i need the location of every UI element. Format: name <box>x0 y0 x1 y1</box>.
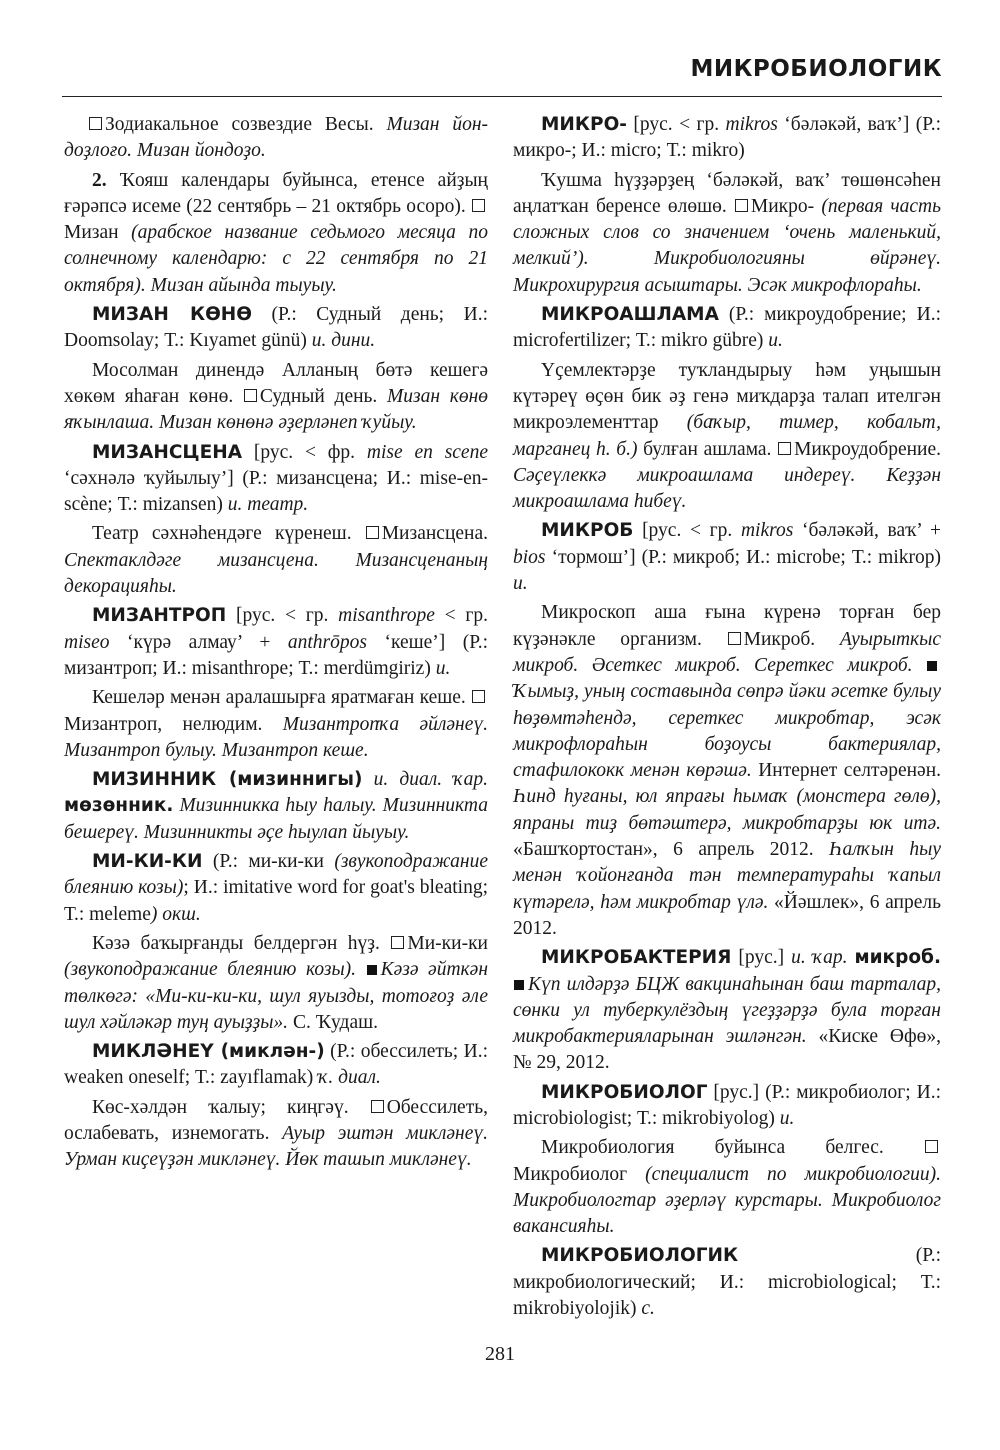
italic-text: Күп илдәрҙә БЦЖ вакцинаһынан баш тарталар, сөнки ул туберкулёздың үгеҙҙәрҙә була торған микробактерияларынан эшләнгән. <box>513 973 941 1048</box>
entry-mizantrop-example <box>64 685 488 764</box>
entry-mikroashlama-head <box>513 302 941 355</box>
headword: МИЗАНСЦЕНА <box>92 441 243 463</box>
text-run: булған ашлама. <box>637 438 778 460</box>
italic-text: Мизан көнө яҡынлаша. Мизан көнөнә әҙерләнеп ҡуйыу. <box>64 385 489 434</box>
translation-marker-icon <box>371 1100 384 1113</box>
italic-text: mise en scene <box>366 441 488 463</box>
text-run: [рус.] (Р.: микробиолог; И.: microbiologist; Т.: mikrobiyolog) <box>513 1081 941 1129</box>
headword: микроб. <box>854 947 941 969</box>
italic-text: (специалист по микробиологии). Микробиологтар әҙерләү курстары. Микробиолог вакансияһы. <box>513 1163 941 1238</box>
text-run: Зодиакальное созвездие Весы. <box>105 114 387 135</box>
entry-mikrobiologik-head <box>513 1243 941 1322</box>
entry-mikrobakteriya <box>513 945 941 1076</box>
italic-text: Мизан йон-доҙлоғо. Мизан йондоҙо. <box>64 114 488 162</box>
entry-mikrob-example <box>513 600 941 942</box>
italic-text: Сәҫеүлеккә микроашлама индереү. Кеҙҙән микроашлама һибеү. <box>513 464 941 513</box>
text-run: [рус. < фр. <box>242 441 367 463</box>
entry-mizan-continuation <box>64 112 488 165</box>
entry-mikiki-example <box>64 931 488 1036</box>
translation-marker-icon <box>925 1140 938 1153</box>
italic-text: (первая часть сложных слов со значением ‘очень маленький, мелкий’). Микробиологияны өйрәнеү. Микрохирургия асыштары. Эсәк микрофлораһы. <box>513 195 941 296</box>
text-run: ‘тормош’] (Р.: микроб; И.: microbe; Т.: mikrop) <box>545 546 941 568</box>
italic-text: Мизинникка һыу һалыу. Мизинникта бешереү. Мизинникты әҫе һыулап йыуыу. <box>64 795 488 843</box>
entry-miklaneu-example <box>64 1095 488 1174</box>
headword: МИЗИННИК (мизиннигы) <box>92 769 363 791</box>
text-run: Микроскоп аша ғына күренә торған бер күҙәнәкле организм. <box>513 602 941 650</box>
text-run: Ми-ки-ки <box>407 932 488 954</box>
translation-marker-icon <box>472 199 485 212</box>
text-run: [рус.] <box>731 947 792 969</box>
text-run <box>362 769 373 790</box>
text-run: Кешеләр менән аралашырға яратмаған кеше. <box>92 687 471 709</box>
headword: МИКРОБ <box>541 520 634 542</box>
translation-marker-icon <box>735 199 748 212</box>
text-run: [рус. < гр. <box>226 605 339 627</box>
italic-text: и. <box>513 573 528 595</box>
italic-text: и. <box>435 657 451 679</box>
translation-marker-icon <box>778 442 791 455</box>
text-run: ‘сәхнәлә ҡуйылыу’] (Р.: мизансцена; И.: mise-en-scène; Т.: mizansen) <box>64 467 488 516</box>
italic-text: (арабское название седьмого месяца по солнечному календарю: с 22 сентября по 21 октября). Мизан айында тыуыу. <box>64 222 488 296</box>
page-number: 281 <box>485 1343 515 1365</box>
text-run: «Киске Өфө», № 29, 2012. <box>513 1026 941 1074</box>
text-run: (Р.: микроудобрение; И.: microfertilizer; Т.: mikro gübre) <box>513 304 941 352</box>
italic-text: и. <box>779 1107 795 1129</box>
entry-mizanscena-head <box>64 440 488 519</box>
headword: МИКЛӘНЕҮ (миклән-) <box>92 1041 325 1063</box>
translation-marker-icon <box>366 526 379 539</box>
italic-text: Кәзә әйткән төлкөгә: «Ми-ки-ки-ки, шул яуызды, тотоғоҙ әле шул хәйләкәр туң ауыҙҙы». <box>64 959 488 1033</box>
italic-text: (баҡыр, тимер, кобальт, марганец һ. б.) <box>513 412 941 460</box>
left-column <box>64 112 488 1177</box>
text-run <box>913 655 927 676</box>
text-run: Мосолман динендә Алланың бөтә кешегә хөкөм яһаған көнө. <box>64 359 488 407</box>
italic-text: Ҡымыҙ, уның составында сөпрә йәки әсетке булыу һөҙөмтәһендә, сереткес микробтар, эсәк микрофлораһын боҙоусы бактериялар, стафилококк менән көрәшә. <box>513 681 941 782</box>
text-run: ‘бәләкәй, ваҡ’ + <box>793 520 941 542</box>
italic-text: bios <box>513 546 546 568</box>
italic-text: Һалҡын һыу менән ҡойонғанда тән температураһы ҡапыл күтәрелә, һәм микробтар үлә. <box>513 839 941 913</box>
italic-text: и. дини. <box>311 330 376 352</box>
example-marker-icon <box>514 980 524 990</box>
text-run: Судный день. <box>259 385 387 407</box>
entry-mikrobiolog-example <box>513 1135 941 1240</box>
italic-text: Һинд һуғаны, юл япрағы һымаҡ (монстера гөлө), япраны тиҙ бөтәштерә, микробтарҙы юк итә. <box>513 786 941 834</box>
text-run: Микробиолог <box>513 1163 646 1185</box>
headword: МИЗАН КӨНӨ <box>92 304 253 326</box>
text-run: (Р.: ми-ки-ки <box>202 851 335 873</box>
headword: МИКРО- <box>541 114 627 135</box>
entry-mizan-kone-head <box>64 302 488 355</box>
text-run: Үҫемлектәрҙе туҡландырыу һәм уңышын күтәреү өҫөн бик әҙ генә миҡдарҙа талап ителгән микроэлементтар <box>513 359 941 434</box>
running-head: МИКРОБИОЛОГИК <box>690 56 942 82</box>
italic-text: и. театр. <box>227 494 309 516</box>
italic-text: и. <box>768 330 783 352</box>
italic-text: Спектаклдәге мизансцена. Мизансценаның декорацияһы. <box>64 549 488 598</box>
text-run: Микроудобрение. <box>794 438 942 460</box>
text-run: [рус. < гр. <box>633 520 741 542</box>
entry-mizan-kone-example <box>64 358 488 437</box>
headword: МИ-КИ-КИ <box>92 851 203 873</box>
text-run: ; И.: imitative word for goat's bleating; Т.: meleme <box>64 877 488 925</box>
translation-marker-icon <box>472 690 485 703</box>
entry-mikrobiolog-head <box>513 1080 941 1133</box>
italic-text: (звукоподражание блеянию козы). <box>64 959 357 981</box>
header-rule <box>62 96 942 97</box>
headword: МИКРОБИОЛОГИК <box>541 1245 739 1267</box>
text-run: Театр сәхнәһендәге күренеш. <box>92 523 365 545</box>
translation-marker-icon <box>391 936 404 949</box>
text-run: < гр. <box>434 605 489 627</box>
text-run: ‘бәләкәй, ваҡ’] (Р.: микро-; И.: micro; Т.: mikro) <box>513 114 941 162</box>
italic-text: Ауырыткыс микроб. Әсеткес микроб. Сереткес микроб. <box>513 628 942 676</box>
entry-mizinnik <box>64 767 488 846</box>
italic-text: (звукоподражание блеянию козы) <box>64 851 488 899</box>
text-run: «Башҡортостан», 6 апрель 2012. <box>513 839 830 861</box>
translation-marker-icon <box>728 632 741 645</box>
italic-text: miseo <box>64 631 110 653</box>
text-run: ‘кеше’] (Р.: мизантроп; И.: misanthrope; Т.: merdümgiriz) <box>64 631 488 679</box>
text-run: 2. <box>92 169 120 191</box>
text-run: С. Ҡудаш. <box>288 1011 379 1033</box>
text-run: Мизан <box>64 222 132 244</box>
headword: МИКРОБАКТЕРИЯ <box>541 947 732 969</box>
text-run: Ҡояш календары буйынса, етенсе айҙың ғәрәпсә исеме (22 сентябрь – 21 октябрь осоро). <box>64 169 488 217</box>
text-run: Микро- <box>750 195 822 217</box>
example-marker-icon <box>367 965 377 975</box>
entry-mizanscena-example <box>64 521 488 600</box>
entry-mikrob-head <box>513 518 941 597</box>
entry-mizan-sense-2 <box>64 168 488 299</box>
text-run: Микроб. <box>743 628 840 650</box>
text-run: Обессилеть, ослабевать, изнемогать. <box>64 1096 488 1144</box>
italic-text: ҡ. диал. <box>318 1067 381 1089</box>
text-run: Мизансцена. <box>381 523 488 545</box>
example-marker-icon <box>927 661 937 671</box>
entry-mizantrop-head <box>64 603 488 682</box>
italic-text: с. <box>641 1298 655 1320</box>
text-run: Көс-хәлдән ҡалыу; киңгәү. <box>92 1096 370 1118</box>
text-run: Мизантроп, нелюдим. <box>64 713 283 735</box>
text-run: ‘күрә алмау’ + <box>109 631 288 653</box>
text-run: [рус. < гр. <box>626 114 726 135</box>
text-run: Микробиология буйынса белгес. <box>541 1137 924 1159</box>
headword: МИЗАНТРОП <box>92 605 227 627</box>
italic-text: misanthrope <box>338 605 435 627</box>
entry-mikro-example <box>513 168 941 299</box>
italic-text: mikros <box>740 520 794 542</box>
italic-text: mikros <box>725 114 778 135</box>
text-run: Кәзә баҡырғанды белдергән һүҙ. <box>92 932 391 954</box>
italic-text: ) окш. <box>150 903 201 925</box>
italic-text: Мизантропҡа әйләнеү. Мизантроп булыу. Мизантроп кеше. <box>64 713 488 761</box>
entry-mikiki-head <box>64 849 488 928</box>
italic-text: и. диал. ҡар. <box>373 769 488 791</box>
translation-marker-icon <box>89 117 102 130</box>
entry-mikro-head <box>513 112 941 165</box>
text-run: (Р.: микробиологический; И.: microbiological; Т.: mikrobiyolojik) <box>513 1245 941 1320</box>
text-run <box>356 959 366 980</box>
text-run: «Йәшлек», 6 апрель 2012. <box>513 891 941 939</box>
right-column <box>513 112 941 1325</box>
italic-text: Ауыр эштән микләнеү. Урман киҫеүҙән микләнеү. Йөк ташып микләнеү. <box>64 1122 488 1171</box>
text-run: (Р.: Судный день; И.: Doomsolay; Т.: Kıyamet günü) <box>64 304 489 352</box>
italic-text: anthrōpos <box>287 631 367 653</box>
translation-marker-icon <box>244 389 257 402</box>
headword: мөзөнник. <box>64 795 174 817</box>
text-run: Интернет селтәренән. <box>751 760 941 782</box>
text-run: (Р.: обессилеть; И.: weaken oneself; Т.: zayıflamak) <box>64 1041 488 1089</box>
headword: МИКРОБИОЛОГ <box>541 1081 708 1103</box>
italic-text: и. ҡар. <box>791 947 848 969</box>
entry-miklaneu-head <box>64 1039 488 1092</box>
text-run: Ҡушма һүҙҙәрҙең ‘бәләкәй, ваҡ’ төшөнсәһен аңлатҡан беренсе өлөшө. <box>513 169 941 217</box>
entry-mikroashlama-example <box>513 358 941 516</box>
headword: МИКРОАШЛАМА <box>541 304 719 326</box>
